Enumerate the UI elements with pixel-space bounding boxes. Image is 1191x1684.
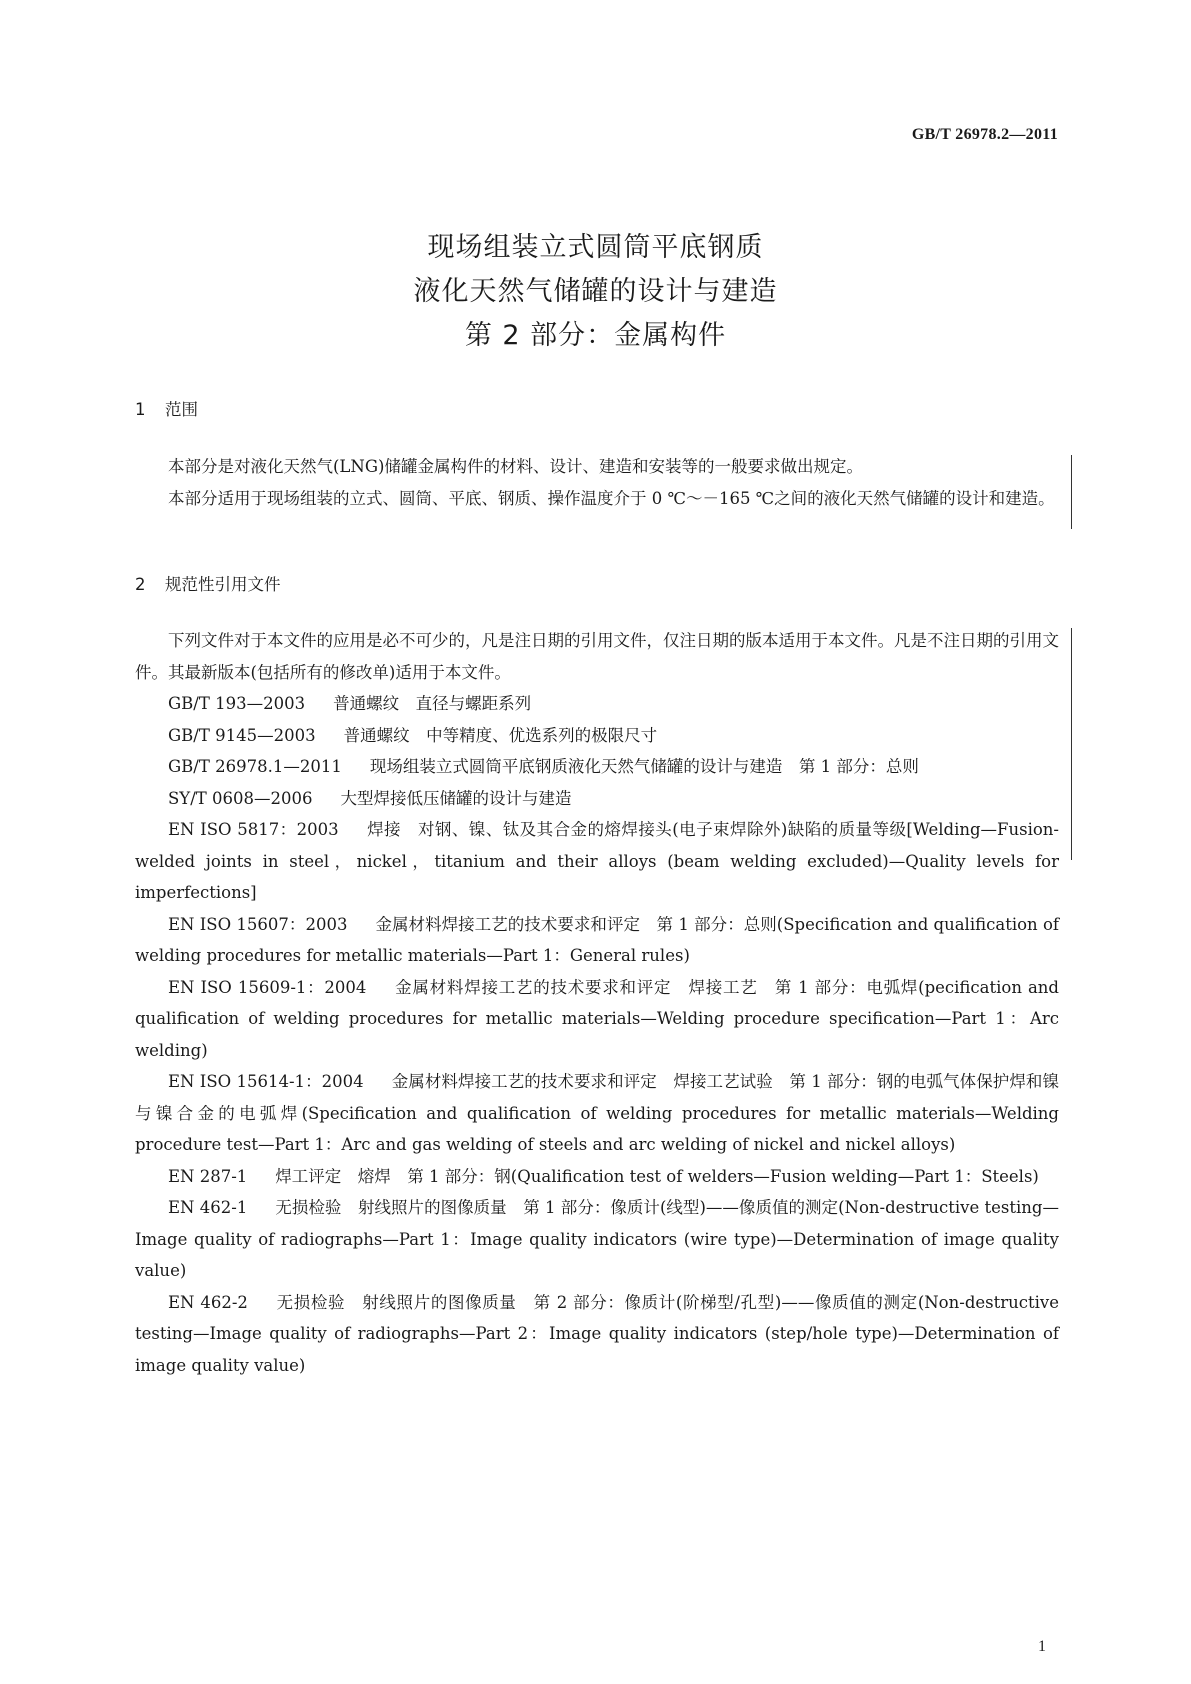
change-bar (1071, 455, 1072, 529)
reference-item (135, 814, 1059, 909)
reference-code: EN 287-1 (168, 1166, 248, 1186)
reference-code: EN 462-1 (168, 1198, 248, 1217)
title-line-3: 第 2 部分：金属构件 (464, 320, 727, 351)
reference-title: 金属材料焊接工艺的技术要求和评定 焊接工艺 第 1 部分：电弧焊(pecification and qualification of welding procedures for metallic materials—Welding procedure specification—Part 1：Arc welding) (135, 977, 1059, 1060)
reference-item (135, 751, 1059, 783)
reference-item (135, 1161, 1059, 1193)
title-line-1: 现场组装立式圆筒平底钢质 (427, 232, 764, 263)
reference-code: EN ISO 15609-1：2004 (168, 977, 367, 997)
reference-title: 无损检验 射线照片的图像质量 第 2 部分：像质计(阶梯型/孔型)——像质值的测定(Non-destructive testing—Image quality of radiographs—Part 2：Image quality indicators (step/hole type)—Determination of image quality value) (135, 1292, 1059, 1375)
section-1-number: 1 (135, 400, 146, 419)
standard-code: GB/T 26978.2—2011 (911, 126, 1058, 143)
change-bar (1071, 628, 1072, 860)
reference-item (135, 720, 1059, 752)
reference-title: 焊工评定 熔焊 第 1 部分：钢(Qualification test of welders—Fusion welding—Part 1：Steels) (275, 1166, 1039, 1186)
section-1-title: 范围 (165, 400, 198, 419)
reference-title: 金属材料焊接工艺的技术要求和评定 第 1 部分：总则(Specification and qualification of welding procedures for metallic materials—Part 1：General rules) (135, 914, 1059, 965)
reference-code: EN 462-2 (168, 1292, 248, 1312)
reference-title: 现场组装立式圆筒平底钢质液化天然气储罐的设计与建造 第 1 部分：总则 (369, 757, 919, 776)
reference-code: GB/T 193—2003 (168, 694, 306, 713)
reference-code: EN ISO 5817：2003 (168, 820, 339, 839)
title-line-2: 液化天然气储罐的设计与建造 (413, 276, 778, 307)
reference-code: EN ISO 15614-1：2004 (168, 1072, 364, 1091)
reference-title: 大型焊接低压储罐的设计与建造 (340, 788, 572, 808)
section-1-heading (135, 396, 198, 420)
reference-item (135, 1192, 1059, 1287)
section-2-intro: 下列文件对于本文件的应用是必不可少的，凡是注日期的引用文件，仅注日期的版本适用于本文件。凡是不注日期的引用文件。其最新版本(包括所有的修改单)适用于本文件。 (135, 631, 1059, 682)
section-2-body (135, 625, 1059, 1381)
section-1-para-2: 本部分适用于现场组装的立式、圆筒、平底、钢质、操作温度介于 0 ℃～－165 ℃之间的液化天然气储罐的设计和建造。 (168, 488, 1055, 508)
reference-item (135, 688, 1059, 720)
reference-list (135, 688, 1059, 1381)
section-2-heading (135, 571, 281, 595)
reference-code: GB/T 9145—2003 (168, 725, 316, 745)
reference-title: 金属材料焊接工艺的技术要求和评定 焊接工艺试验 第 1 部分：钢的电弧气体保护焊和镍与镍合金的电弧焊(Specification and qualification of welding procedures for metallic materials—Welding procedure test—Part 1：Arc and gas welding of steels and arc welding of nickel and nickel alloys) (135, 1072, 1059, 1154)
reference-title: 普通螺纹 直径与螺距系列 (333, 694, 532, 713)
reference-code: GB/T 26978.1—2011 (168, 757, 342, 776)
page-number: 1 (1038, 1638, 1046, 1655)
section-2-title: 规范性引用文件 (165, 575, 281, 594)
reference-title: 焊接 对钢、镍、钛及其合金的熔焊接头(电子束焊除外)缺陷的质量等级[Welding—Fusion-welded joints in steel，nickel，titanium and their alloys (beam welding excluded)—Quality levels for imperfections] (135, 820, 1059, 902)
section-1-body (135, 451, 1059, 514)
reference-item (135, 972, 1059, 1067)
reference-item (135, 783, 1059, 815)
reference-title: 普通螺纹 中等精度、优选系列的极限尺寸 (343, 725, 658, 745)
reference-item (135, 1287, 1059, 1382)
section-2-number: 2 (135, 575, 146, 594)
reference-item (135, 909, 1059, 972)
document-title (0, 226, 1191, 358)
reference-title: 无损检验 射线照片的图像质量 第 1 部分：像质计(线型)——像质值的测定(Non-destructive testing—Image quality of radiographs—Part 1：Image quality indicators (wire type)—Determination of image quality value) (135, 1198, 1059, 1280)
reference-code: EN ISO 15607：2003 (168, 914, 348, 934)
section-1-para-1: 本部分是对液化天然气(LNG)储罐金属构件的材料、设计、建造和安装等的一般要求做出规定。 (168, 457, 863, 476)
reference-item (135, 1066, 1059, 1161)
reference-code: SY/T 0608—2006 (168, 788, 313, 808)
